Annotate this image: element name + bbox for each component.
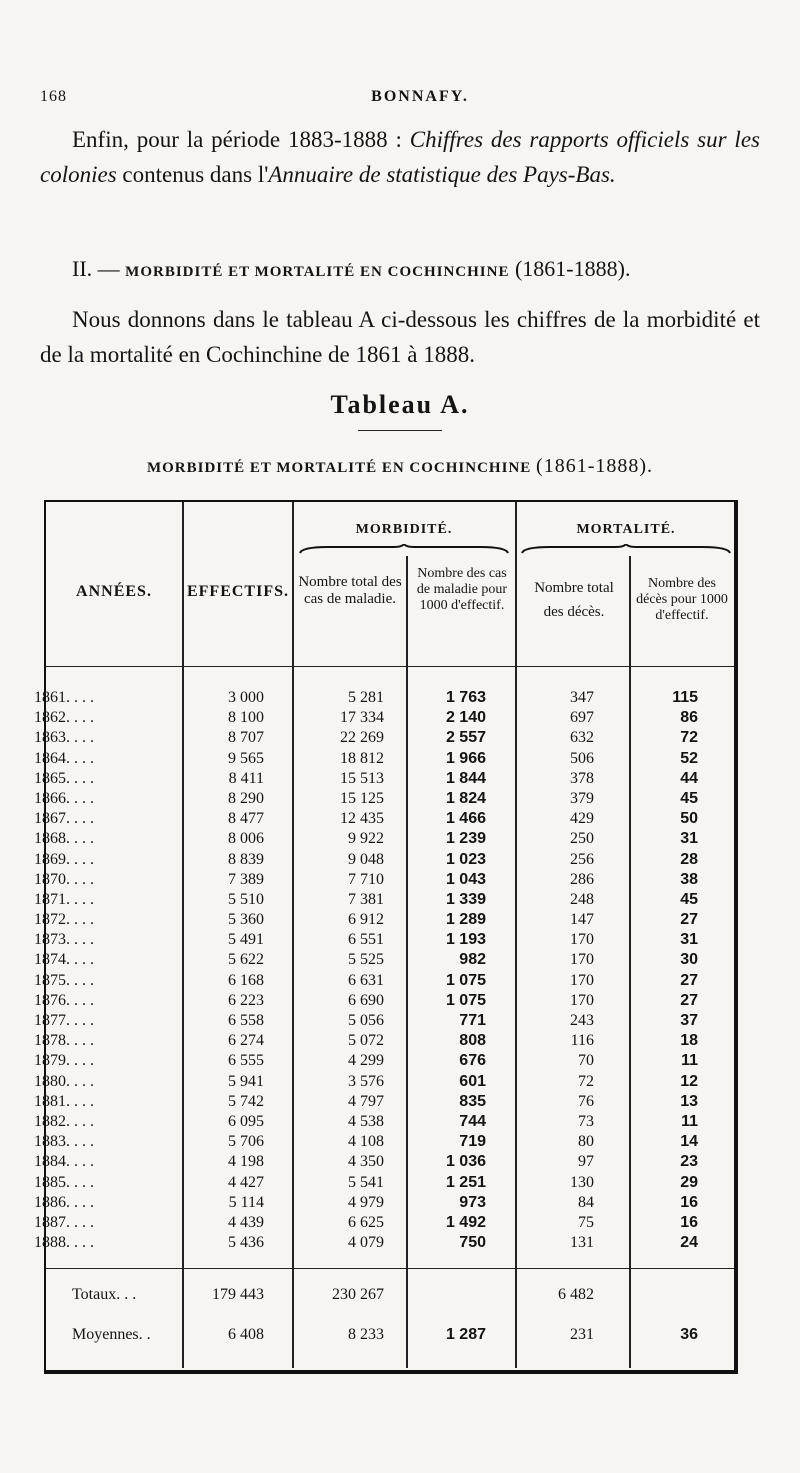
table-cell: 243 <box>570 1012 594 1029</box>
table-cell: 1 075 <box>445 991 486 1009</box>
table-cell: 286 <box>570 870 594 888</box>
table-cell: 1878. . . . <box>34 1032 94 1050</box>
table-cell: 70 <box>578 1052 594 1070</box>
table-cell: 130 <box>570 1173 594 1191</box>
table-cell: 6 274 <box>228 1032 264 1050</box>
intro-italic-2: Annuaire de statistique des Pays-Bas. <box>268 162 616 187</box>
table-cell: 1886. . . . <box>34 1193 94 1211</box>
table-cell: 7 381 <box>348 890 384 908</box>
table-cell: 75 <box>578 1213 594 1231</box>
table-cell: 1 289 <box>445 911 486 929</box>
table-cell: 23 <box>680 1153 698 1171</box>
table-cell: 31 <box>680 931 698 949</box>
table-cell: 28 <box>680 850 698 868</box>
table-cell: 5 622 <box>228 951 264 969</box>
totaux-label: Totaux. . . <box>72 1286 137 1303</box>
table-cell: 982 <box>459 951 486 969</box>
table-cell: 8 100 <box>228 709 264 727</box>
table-cell: 1863. . . . <box>34 729 94 747</box>
table-cell: 1 043 <box>445 870 486 888</box>
header-rule <box>46 666 734 667</box>
table-cell: 5 056 <box>348 1012 384 1029</box>
table-cell: 72 <box>578 1072 594 1090</box>
col-rule-2 <box>292 502 294 1368</box>
table-cell: 131 <box>570 1234 594 1252</box>
table-cell: 697 <box>570 709 594 727</box>
brace-morbidite <box>298 544 510 554</box>
table-cell: 80 <box>578 1133 594 1151</box>
table-cell: 1870. . . . <box>34 870 94 888</box>
table-cell: 14 <box>680 1133 698 1151</box>
table-cell: 170 <box>570 971 594 989</box>
table-cell: 44 <box>680 769 698 787</box>
table-cell: 4 299 <box>348 1052 384 1070</box>
table-cell: 11 <box>681 1052 698 1070</box>
table-cell: 170 <box>570 951 594 969</box>
table-cell: 1877. . . . <box>34 1012 94 1029</box>
table-cell: 170 <box>570 991 594 1009</box>
table-cell: 4 797 <box>348 1092 384 1110</box>
table-cell: 4 108 <box>348 1133 384 1151</box>
table-subtitle-dates: (1861-1888). <box>536 455 654 477</box>
table-cell: 6 095 <box>228 1112 264 1130</box>
table-cell: 8 290 <box>228 789 264 807</box>
table-cell: 50 <box>680 810 698 828</box>
moyennes-cas-1000: 1 287 <box>445 1326 486 1343</box>
table-cell: 2 557 <box>445 729 486 747</box>
table-cell: 676 <box>459 1052 486 1070</box>
table-cell: 1882. . . . <box>34 1112 94 1130</box>
table-cell: 73 <box>578 1112 594 1130</box>
table-cell: 52 <box>680 749 698 767</box>
table-cell: 1874. . . . <box>34 951 94 969</box>
table-cell: 18 <box>680 1032 698 1050</box>
table-cell: 1873. . . . <box>34 931 94 949</box>
table-cell: 30 <box>680 951 698 969</box>
brace-mortalite <box>520 544 732 554</box>
group-morbidite: MORBIDITÉ. <box>355 522 453 537</box>
table-cell: 2 140 <box>445 709 486 727</box>
table-cell: 1869. . . . <box>34 850 94 868</box>
table-cell: 1885. . . . <box>34 1173 94 1191</box>
table-cell: 45 <box>680 789 698 807</box>
table-cell: 12 435 <box>340 810 384 828</box>
column-nb-cas <box>296 688 384 1253</box>
table-cell: 429 <box>570 810 594 828</box>
table-cell: 1883. . . . <box>34 1133 94 1151</box>
totaux-effectifs: 179 443 <box>212 1286 264 1303</box>
table-cell: 1866. . . . <box>34 789 94 807</box>
table-cell: 9 922 <box>348 830 384 848</box>
table-cell: 72 <box>680 729 698 747</box>
intro-paragraph <box>40 122 760 192</box>
running-title: BONNAFY. <box>371 88 469 105</box>
intro-text-1: Enfin, pour la période 1883-1888 : <box>72 127 410 152</box>
table-cell: 601 <box>459 1072 486 1090</box>
table-cell: 5 360 <box>228 911 264 929</box>
table-cell: 15 125 <box>340 789 384 807</box>
table-cell: 147 <box>570 911 594 929</box>
table-cell: 5 281 <box>348 689 384 706</box>
moyennes-effectifs: 6 408 <box>228 1326 264 1343</box>
section-heading <box>72 254 772 287</box>
table-cell: 116 <box>570 1032 594 1050</box>
table-cell: 27 <box>680 991 698 1009</box>
table-cell: 1 763 <box>445 689 486 706</box>
totaux-cas: 230 267 <box>332 1286 384 1303</box>
title-rule <box>358 430 442 431</box>
table-cell: 45 <box>680 890 698 908</box>
table-cell: 1 023 <box>445 850 486 868</box>
table-cell: 29 <box>680 1173 698 1191</box>
table-cell: 170 <box>570 931 594 949</box>
table-cell: 835 <box>459 1092 486 1110</box>
table-cell: 1 239 <box>445 830 486 848</box>
col-header-deces-1000: Nombre des décès pour 1000 d'effectif. <box>636 576 728 623</box>
table-intro-paragraph: Nous donnons dans le tableau A ci-dessous les chiffres de la morbidité et de la mortalité en Cochinchine de 1861 à 1888. <box>40 307 760 367</box>
table-cell: 1884. . . . <box>34 1153 94 1171</box>
table-cell: 5 436 <box>228 1234 264 1252</box>
table-cell: 76 <box>578 1092 594 1110</box>
table-cell: 9 048 <box>348 850 384 868</box>
table-cell: 5 525 <box>348 951 384 969</box>
table-cell: 1862. . . . <box>34 709 94 727</box>
table-cell: 1888. . . . <box>34 1234 94 1252</box>
table-cell: 8 411 <box>228 769 264 787</box>
table-cell: 1 492 <box>445 1213 486 1231</box>
table-cell: 37 <box>680 1012 698 1029</box>
table-cell: 9 565 <box>228 749 264 767</box>
table-title: Tableau A. <box>330 390 470 419</box>
table-cell: 8 477 <box>228 810 264 828</box>
table-cell: 744 <box>459 1112 486 1130</box>
table-cell: 1871. . . . <box>34 890 94 908</box>
table-cell: 1861. . . . <box>34 689 94 706</box>
table-cell: 22 269 <box>340 729 384 747</box>
col-header-cas-1000: Nombre des cas de maladie pour 1000 d'effectif. <box>416 566 508 613</box>
table-cell: 12 <box>680 1072 698 1090</box>
totaux-deces: 6 482 <box>558 1286 594 1303</box>
table-cell: 7 389 <box>228 870 264 888</box>
table-cell: 6 223 <box>228 991 264 1009</box>
table-cell: 5 491 <box>228 931 264 949</box>
table-cell: 1 824 <box>445 789 486 807</box>
table-cell: 6 168 <box>228 971 264 989</box>
table-cell: 250 <box>570 830 594 848</box>
table-cell: 1 075 <box>445 971 486 989</box>
section-dates: (1861-1888). <box>514 256 631 281</box>
col-header-nb-cas: Nombre total des cas de maladie. <box>298 574 402 607</box>
table-cell: 1875. . . . <box>34 971 94 989</box>
table-cell: 1879. . . . <box>34 1052 94 1070</box>
table-cell: 5 941 <box>228 1072 264 1090</box>
table-cell: 750 <box>459 1234 486 1252</box>
table-cell: 4 427 <box>228 1173 264 1191</box>
table-cell: 16 <box>680 1193 698 1211</box>
table-cell: 1881. . . . <box>34 1092 94 1110</box>
table-cell: 1868. . . . <box>34 830 94 848</box>
table-cell: 6 912 <box>348 911 384 929</box>
column-annees <box>34 688 164 1253</box>
col-header-effectifs: EFFECTIFS. <box>186 583 289 600</box>
table-cell: 86 <box>680 709 698 727</box>
table-cell: 24 <box>680 1234 698 1252</box>
table-cell: 6 625 <box>348 1213 384 1231</box>
moyennes-cas: 8 233 <box>348 1326 384 1343</box>
table-cell: 4 979 <box>348 1193 384 1211</box>
table-cell: 27 <box>680 911 698 929</box>
col-header-nb-deces: Nombre total des décès. <box>534 580 614 620</box>
table-cell: 27 <box>680 971 698 989</box>
table-cell: 18 812 <box>340 749 384 767</box>
column-cas-1000 <box>408 688 486 1253</box>
table-cell: 97 <box>578 1153 594 1171</box>
table-cell: 4 439 <box>228 1213 264 1231</box>
table-cell: 632 <box>570 729 594 747</box>
table-cell: 4 350 <box>348 1153 384 1171</box>
table-cell: 11 <box>681 1112 698 1130</box>
table-cell: 8 839 <box>228 850 264 868</box>
table-cell: 256 <box>570 850 594 868</box>
table-cell: 5 114 <box>228 1193 264 1211</box>
table-cell: 31 <box>680 830 698 848</box>
group-mortalite: MORTALITÉ. <box>576 522 676 537</box>
table-cell: 38 <box>680 870 698 888</box>
table-cell: 4 079 <box>348 1234 384 1252</box>
moyennes-deces-1000: 36 <box>680 1326 698 1343</box>
table-cell: 347 <box>570 689 594 706</box>
table-cell: 6 690 <box>348 991 384 1009</box>
table-cell: 506 <box>570 749 594 767</box>
table-cell: 6 558 <box>228 1012 264 1029</box>
section-number: II. — <box>72 256 120 281</box>
table-cell: 1864. . . . <box>34 749 94 767</box>
column-nb-deces <box>516 688 594 1253</box>
table-cell: 16 <box>680 1213 698 1231</box>
table-cell: 808 <box>459 1032 486 1050</box>
table-cell: 115 <box>672 689 698 706</box>
table-cell: 8 006 <box>228 830 264 848</box>
moyennes-label: Moyennes. . <box>72 1326 151 1343</box>
table-cell: 1 036 <box>445 1153 486 1171</box>
table-cell: 1 466 <box>445 810 486 828</box>
table-cell: 1876. . . . <box>34 991 94 1009</box>
table-cell: 84 <box>578 1193 594 1211</box>
table-cell: 719 <box>459 1133 486 1151</box>
table-cell: 771 <box>459 1012 486 1029</box>
table-cell: 1872. . . . <box>34 911 94 929</box>
col-header-annees: ANNÉES. <box>76 583 152 600</box>
intro-text-2: contenus dans l' <box>116 162 269 187</box>
running-header <box>40 88 760 110</box>
section-title: MORBIDITÉ ET MORTALITÉ EN COCHINCHINE <box>125 264 510 280</box>
table-cell: 3 000 <box>228 689 264 706</box>
table-cell: 248 <box>570 890 594 908</box>
table-subtitle <box>0 455 800 478</box>
table-cell: 1 844 <box>445 769 486 787</box>
table-cell: 973 <box>459 1193 486 1211</box>
table-cell: 1867. . . . <box>34 810 94 828</box>
table-cell: 1 339 <box>445 890 486 908</box>
table-cell: 3 576 <box>348 1072 384 1090</box>
table-cell: 5 541 <box>348 1173 384 1191</box>
table-cell: 15 513 <box>340 769 384 787</box>
table-cell: 1 251 <box>445 1173 486 1191</box>
table-cell: 4 538 <box>348 1112 384 1130</box>
table-cell: 1 193 <box>445 931 486 949</box>
table-cell: 1 966 <box>445 749 486 767</box>
intro-italic-1: Chiffres des rapports officiels sur les colonies <box>40 127 760 187</box>
page-number: 168 <box>40 88 67 105</box>
moyennes-deces: 231 <box>570 1326 594 1343</box>
table-cell: 5 072 <box>348 1032 384 1050</box>
table-cell: 6 631 <box>348 971 384 989</box>
table-cell: 1887. . . . <box>34 1213 94 1231</box>
column-deces-1000 <box>630 688 698 1253</box>
table-cell: 378 <box>570 769 594 787</box>
table-cell: 4 198 <box>228 1153 264 1171</box>
table-cell: 13 <box>680 1092 698 1110</box>
table-cell: 17 334 <box>340 709 384 727</box>
table-subtitle-text: MORBIDITÉ ET MORTALITÉ EN COCHINCHINE <box>146 460 532 476</box>
column-effectifs <box>184 688 264 1253</box>
table-cell: 5 742 <box>228 1092 264 1110</box>
table-cell: 8 707 <box>228 729 264 747</box>
table-cell: 7 710 <box>348 870 384 888</box>
table-cell: 5 706 <box>228 1133 264 1151</box>
table-cell: 6 551 <box>348 931 384 949</box>
table-cell: 379 <box>570 789 594 807</box>
table-cell: 5 510 <box>228 890 264 908</box>
table-cell: 6 555 <box>228 1052 264 1070</box>
totals-rule <box>46 1268 734 1269</box>
table-cell: 1880. . . . <box>34 1072 94 1090</box>
table-cell: 1865. . . . <box>34 769 94 787</box>
